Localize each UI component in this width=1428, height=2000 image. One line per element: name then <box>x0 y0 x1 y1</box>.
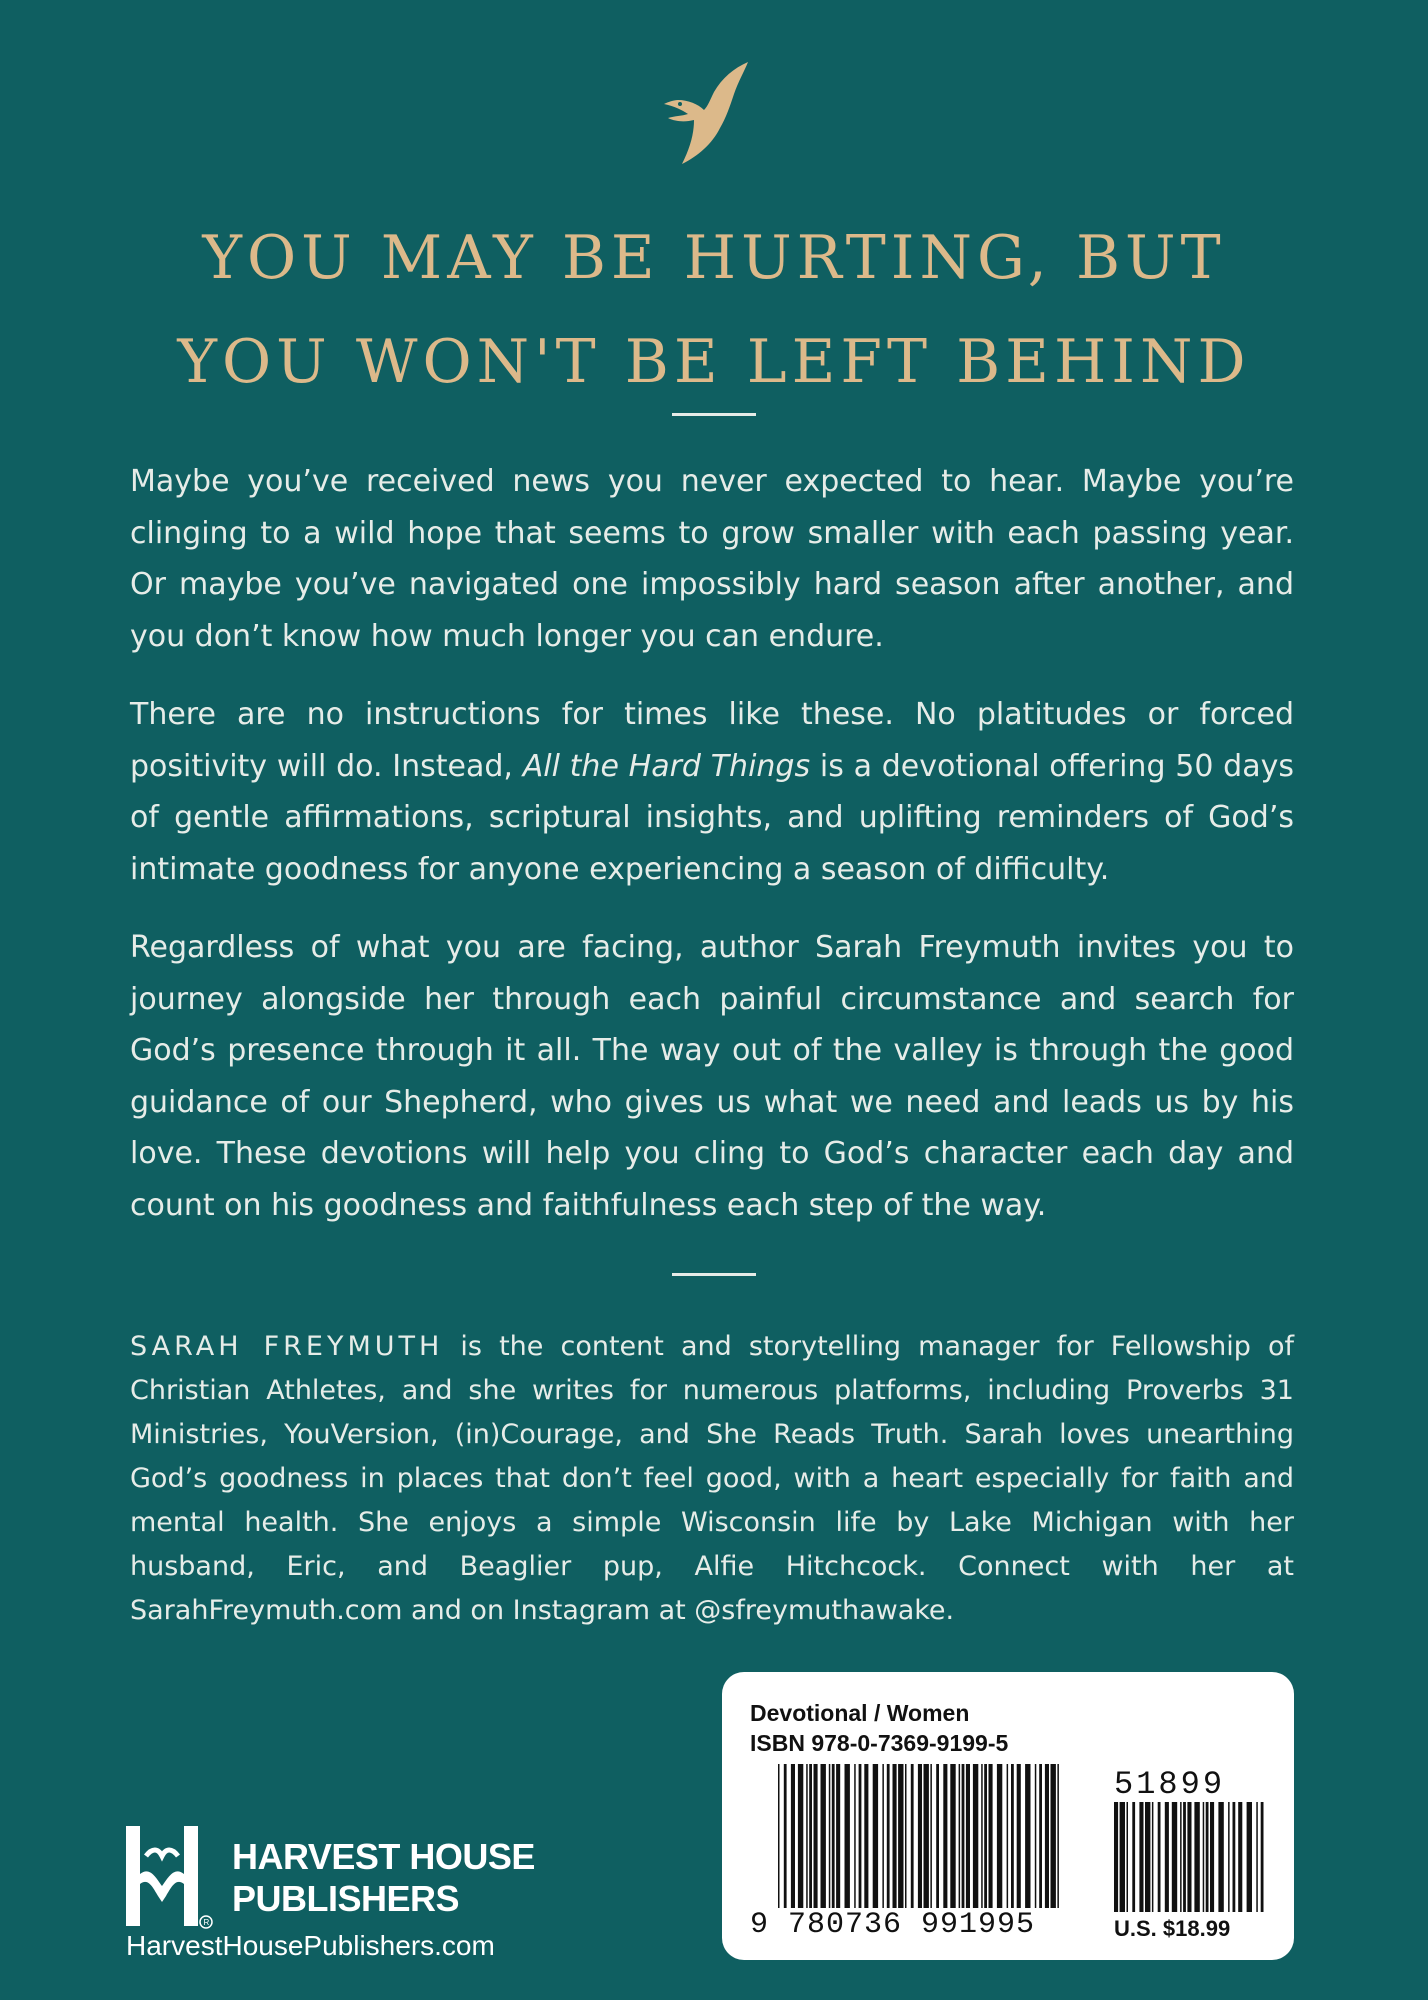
barcode-bar <box>1210 1802 1214 1912</box>
barcode-bar <box>1187 1802 1191 1912</box>
description-paragraph-2 <box>130 689 1294 895</box>
barcode-bar <box>1120 1802 1125 1912</box>
barcode-bar <box>1261 1802 1264 1912</box>
description-paragraph-1: Maybe you’ve received news you never expected to hear. Maybe you’re clinging to a wild hope that seems to grow smaller with each passing year. Or maybe you’ve navigated one impossibly hard season after another, and you don’t know how much longer you can endure. <box>130 464 1294 654</box>
swallow-bird-icon <box>664 60 750 168</box>
barcode-bar <box>854 1764 856 1908</box>
divider-bottom <box>672 1273 756 1276</box>
barcode-bar <box>1152 1802 1154 1912</box>
barcode-bar <box>911 1764 914 1908</box>
barcode-bar <box>1127 1802 1129 1912</box>
barcode-bar <box>798 1764 803 1908</box>
barcode-bar <box>981 1764 983 1908</box>
barcode-bar <box>1194 1802 1199 1912</box>
barcode-bar <box>864 1764 868 1908</box>
barcode-bar <box>1057 1764 1059 1908</box>
barcode-bar <box>1114 1802 1118 1912</box>
barcode-bar <box>1132 1802 1135 1912</box>
barcode-bar <box>821 1764 826 1908</box>
barcode-bar <box>898 1764 903 1908</box>
barcode-bar <box>924 1764 929 1908</box>
barcode-bar <box>959 1764 961 1908</box>
barcode-bar <box>973 1764 978 1908</box>
barcode-bar <box>1145 1802 1150 1912</box>
barcode-bar <box>950 1764 955 1908</box>
barcode-bar <box>997 1764 1002 1908</box>
barcode-bar <box>829 1764 831 1908</box>
barcode-bar <box>1051 1764 1056 1908</box>
barcode-bar <box>784 1764 787 1908</box>
author-name: SARAH FREYMUTH <box>130 1331 444 1362</box>
description-p2-after: is a devotional offering 50 days of gentle affirmations, scriptural insights, and uplifting reminders of God’s intimate goodness for anyone experiencing a season of difficulty. <box>130 748 1294 887</box>
barcode-bar <box>887 1764 890 1908</box>
barcode-bar <box>809 1764 812 1908</box>
book-description <box>130 456 1294 1258</box>
barcode-addon-digits: 51899 <box>1114 1766 1226 1803</box>
barcode-bar <box>778 1764 780 1908</box>
barcode-bar <box>1035 1764 1037 1908</box>
barcode-bar <box>1007 1764 1009 1908</box>
barcode-bar <box>791 1764 795 1908</box>
barcode-bar <box>966 1764 970 1908</box>
barcode-bar <box>1180 1802 1182 1912</box>
publisher-name <box>232 1836 535 1920</box>
barcode-price: U.S. $18.99 <box>1114 1916 1231 1941</box>
headline-line-1: YOU MAY BE HURTING, BUT <box>202 223 1226 293</box>
harvest-house-logo-icon <box>126 1826 226 1932</box>
description-paragraph-3: Regardless of what you are facing, author Sarah Freymuth invites you to journey alongside her through each painful circumstance and search for God’s presence through it all. The way out of the valley is through the good guidance of our Shepherd, who gives us what we need and leads us by his love. These devotions will help you cling to God’s character each day and count on his goodness and faithfulness each step of the way. <box>130 930 1294 1223</box>
barcode-bar <box>989 1764 993 1908</box>
barcode-bar <box>1139 1802 1143 1912</box>
barcode-bar <box>984 1764 987 1908</box>
barcode-bar <box>832 1764 835 1908</box>
barcode-bar <box>806 1764 808 1908</box>
barcode-isbn: ISBN 978-0-7369-9199-5 <box>750 1730 1009 1756</box>
barcode-bar <box>882 1764 884 1908</box>
description-p2-before: There are no instructions for times like these. No platitudes or forced positivity will do. Instead, <box>130 697 1294 784</box>
author-bio-text: is the content and storytelling manager for Fellowship of Christian Athletes, and she writes for numerous platforms, including Proverbs 31 Ministries, YouVersion, (in)Courage, and She Reads Truth. Sarah loves unearthing God’s goodness in places that don’t feel good, with a heart especially for faith and mental health. She enjoys a simple Wisconsin life by Lake Michigan with her husband, Eric, and Beaglier pup, Alfie Hitchcock. Connect with her at SarahFreymuth.com and on Instagram at @sfreymuthawake. <box>130 1331 1295 1626</box>
barcode-bar <box>1025 1764 1030 1908</box>
barcode-bar <box>1158 1802 1161 1912</box>
barcode-bar <box>1017 1764 1021 1908</box>
barcode-bar <box>1045 1764 1049 1908</box>
barcode-bar <box>1165 1802 1169 1912</box>
barcode-main-digits: 9 780736 991995 <box>750 1908 1036 1942</box>
barcode-bar <box>1039 1764 1042 1908</box>
divider-top <box>672 413 756 416</box>
barcode-bar <box>859 1764 862 1908</box>
barcode-bar <box>1247 1802 1252 1912</box>
barcode-bar <box>1218 1802 1223 1912</box>
barcode-bar <box>873 1764 878 1908</box>
author-bio <box>130 1325 1294 1633</box>
barcode-bar <box>814 1764 818 1908</box>
barcode-bar <box>1256 1802 1258 1912</box>
barcode-category: Devotional / Women <box>750 1700 970 1726</box>
barcode-bar <box>1228 1802 1230 1912</box>
barcode-bar <box>1203 1802 1205 1912</box>
svg-text:R: R <box>203 1918 210 1927</box>
barcode-bar <box>918 1764 922 1908</box>
barcode-bar <box>845 1764 850 1908</box>
publisher-name-line-2: PUBLISHERS <box>232 1878 460 1919</box>
barcode-bar <box>1011 1764 1014 1908</box>
barcode-bar <box>893 1764 897 1908</box>
barcode-bar <box>1233 1802 1236 1912</box>
barcode-bar <box>962 1764 965 1908</box>
barcode-bar <box>943 1764 947 1908</box>
publisher-url[interactable]: HarvestHousePublishers.com <box>126 1930 495 1961</box>
headline-line-2: YOU WON'T BE LEFT BEHIND <box>177 327 1251 397</box>
publisher-name-line-1: HARVEST HOUSE <box>232 1836 535 1877</box>
barcode-bar <box>930 1764 932 1908</box>
headline <box>0 206 1428 414</box>
barcode-bar <box>1172 1802 1177 1912</box>
barcode-bar <box>905 1764 907 1908</box>
barcode-bar <box>836 1764 840 1908</box>
barcode-bar <box>1206 1802 1209 1912</box>
barcode-label <box>722 1672 1294 1960</box>
barcode-bar <box>1183 1802 1186 1912</box>
book-title: All the Hard Things <box>522 748 811 784</box>
barcode-bar <box>1238 1802 1242 1912</box>
barcode-bar <box>936 1764 939 1908</box>
